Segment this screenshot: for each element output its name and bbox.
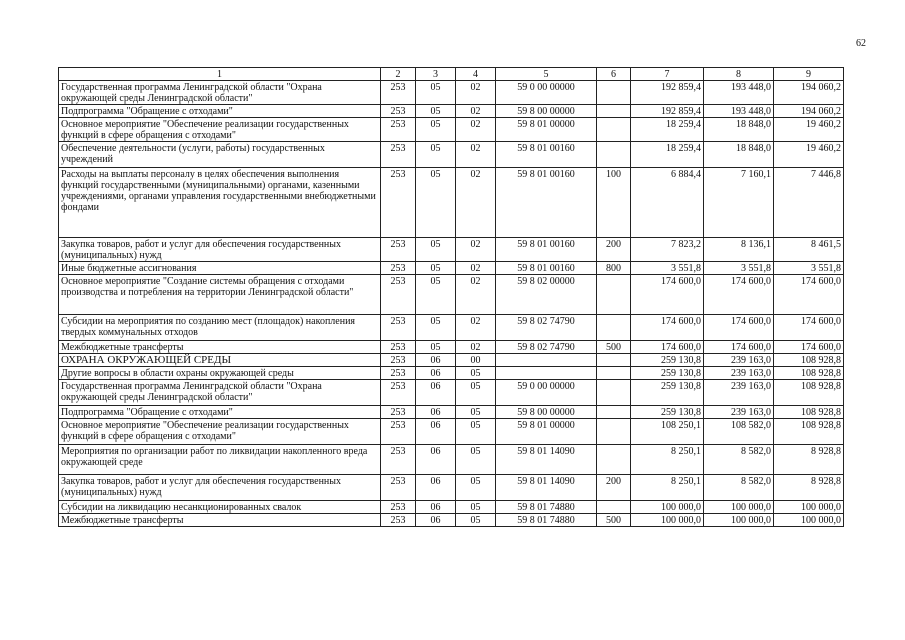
table-row — [59, 238, 844, 262]
table-row — [59, 315, 844, 341]
row-target-article: 59 8 01 00160 — [496, 238, 597, 262]
budget-table — [58, 67, 844, 527]
row-name: Межбюджетные трансферты — [59, 341, 381, 354]
row-section-code: 05 — [416, 81, 456, 105]
row-ministry-code: 253 — [381, 406, 416, 419]
row-ministry-code: 253 — [381, 419, 416, 445]
table-header-row — [59, 68, 844, 81]
row-section-code: 06 — [416, 380, 456, 406]
row-amount-year-3: 194 060,2 — [774, 105, 844, 118]
row-name: Основное мероприятие "Обеспечение реализации государственных функций в сфере обращения с отходами" — [59, 118, 381, 142]
row-ministry-code: 253 — [381, 238, 416, 262]
row-amount-year-1: 7 823,2 — [631, 238, 704, 262]
row-name: Подпрограмма "Обращение с отходами" — [59, 105, 381, 118]
row-amount-year-3: 3 551,8 — [774, 262, 844, 275]
header-col-4: 4 — [456, 68, 496, 81]
row-ministry-code: 253 — [381, 315, 416, 341]
row-subsection-code: 02 — [456, 168, 496, 238]
row-amount-year-2: 174 600,0 — [704, 341, 774, 354]
row-amount-year-2: 3 551,8 — [704, 262, 774, 275]
row-amount-year-1: 8 250,1 — [631, 445, 704, 475]
row-name: Субсидии на ликвидацию несанкционированных свалок — [59, 501, 381, 514]
row-subsection-code: 05 — [456, 367, 496, 380]
row-target-article: 59 8 01 00160 — [496, 168, 597, 238]
row-amount-year-3: 194 060,2 — [774, 81, 844, 105]
row-amount-year-1: 192 859,4 — [631, 81, 704, 105]
row-section-code: 06 — [416, 367, 456, 380]
row-amount-year-3: 19 460,2 — [774, 142, 844, 168]
row-section-code: 06 — [416, 406, 456, 419]
row-subsection-code: 02 — [456, 262, 496, 275]
row-ministry-code: 253 — [381, 105, 416, 118]
row-amount-year-2: 239 163,0 — [704, 380, 774, 406]
row-expense-type — [597, 142, 631, 168]
row-ministry-code: 253 — [381, 475, 416, 501]
row-target-article: 59 0 00 00000 — [496, 81, 597, 105]
row-subsection-code: 02 — [456, 142, 496, 168]
row-target-article: 59 8 01 14090 — [496, 475, 597, 501]
row-target-article: 59 8 02 00000 — [496, 275, 597, 315]
row-subsection-code: 02 — [456, 105, 496, 118]
row-expense-type: 100 — [597, 168, 631, 238]
row-expense-type: 200 — [597, 238, 631, 262]
row-amount-year-3: 100 000,0 — [774, 514, 844, 527]
table-row — [59, 501, 844, 514]
table-row — [59, 275, 844, 315]
row-subsection-code: 05 — [456, 406, 496, 419]
row-name: Подпрограмма "Обращение с отходами" — [59, 406, 381, 419]
row-ministry-code: 253 — [381, 354, 416, 367]
row-amount-year-3: 108 928,8 — [774, 367, 844, 380]
row-amount-year-2: 174 600,0 — [704, 315, 774, 341]
table-row — [59, 168, 844, 238]
row-subsection-code: 00 — [456, 354, 496, 367]
row-ministry-code: 253 — [381, 380, 416, 406]
row-amount-year-3: 8 928,8 — [774, 445, 844, 475]
table-row — [59, 406, 844, 419]
row-ministry-code: 253 — [381, 367, 416, 380]
row-section-code: 05 — [416, 118, 456, 142]
row-section-code: 05 — [416, 262, 456, 275]
row-name: Закупка товаров, работ и услуг для обеспечения государственных (муниципальных) нужд — [59, 475, 381, 501]
row-subsection-code: 05 — [456, 419, 496, 445]
row-name: Основное мероприятие "Обеспечение реализации государственных функций в сфере обращения с отходами" — [59, 419, 381, 445]
row-name: Закупка товаров, работ и услуг для обеспечения государственных (муниципальных) нужд — [59, 238, 381, 262]
row-target-article: 59 8 01 00000 — [496, 419, 597, 445]
row-target-article: 59 8 01 00000 — [496, 118, 597, 142]
row-target-article: 59 8 01 00160 — [496, 262, 597, 275]
row-amount-year-3: 8 461,5 — [774, 238, 844, 262]
row-subsection-code: 05 — [456, 445, 496, 475]
row-amount-year-2: 18 848,0 — [704, 142, 774, 168]
row-subsection-code: 05 — [456, 475, 496, 501]
header-col-6: 6 — [597, 68, 631, 81]
row-ministry-code: 253 — [381, 118, 416, 142]
row-section-code: 05 — [416, 341, 456, 354]
row-subsection-code: 02 — [456, 118, 496, 142]
row-section-code: 05 — [416, 168, 456, 238]
table-row — [59, 262, 844, 275]
row-amount-year-3: 108 928,8 — [774, 406, 844, 419]
row-amount-year-1: 100 000,0 — [631, 501, 704, 514]
row-expense-type — [597, 406, 631, 419]
row-section-code: 06 — [416, 475, 456, 501]
row-target-article: 59 0 00 00000 — [496, 380, 597, 406]
row-expense-type — [597, 419, 631, 445]
header-col-5: 5 — [496, 68, 597, 81]
row-amount-year-3: 174 600,0 — [774, 275, 844, 315]
row-expense-type — [597, 445, 631, 475]
row-subsection-code: 02 — [456, 81, 496, 105]
header-col-8: 8 — [704, 68, 774, 81]
table-row — [59, 475, 844, 501]
row-expense-type — [597, 380, 631, 406]
row-amount-year-2: 7 160,1 — [704, 168, 774, 238]
table-row — [59, 142, 844, 168]
row-expense-type: 200 — [597, 475, 631, 501]
row-name: Государственная программа Ленинградской области "Охрана окружающей среды Ленинградской области" — [59, 380, 381, 406]
row-section-code: 05 — [416, 142, 456, 168]
row-amount-year-2: 193 448,0 — [704, 81, 774, 105]
row-subsection-code: 02 — [456, 315, 496, 341]
row-amount-year-3: 100 000,0 — [774, 501, 844, 514]
row-target-article: 59 8 02 74790 — [496, 315, 597, 341]
row-amount-year-1: 259 130,8 — [631, 367, 704, 380]
row-amount-year-2: 100 000,0 — [704, 514, 774, 527]
row-amount-year-1: 6 884,4 — [631, 168, 704, 238]
row-subsection-code: 02 — [456, 341, 496, 354]
row-amount-year-1: 8 250,1 — [631, 475, 704, 501]
row-ministry-code: 253 — [381, 81, 416, 105]
row-name: Субсидии на мероприятия по созданию мест (площадок) накопления твердых коммунальных отходов — [59, 315, 381, 341]
row-ministry-code: 253 — [381, 445, 416, 475]
row-expense-type: 500 — [597, 341, 631, 354]
row-ministry-code: 253 — [381, 501, 416, 514]
row-section-code: 05 — [416, 105, 456, 118]
row-amount-year-1: 100 000,0 — [631, 514, 704, 527]
table-row — [59, 118, 844, 142]
row-target-article: 59 8 01 74880 — [496, 514, 597, 527]
row-subsection-code: 02 — [456, 275, 496, 315]
row-expense-type: 500 — [597, 514, 631, 527]
row-amount-year-2: 8 582,0 — [704, 445, 774, 475]
row-amount-year-3: 108 928,8 — [774, 419, 844, 445]
row-amount-year-1: 18 259,4 — [631, 142, 704, 168]
row-section-code: 06 — [416, 501, 456, 514]
header-col-2: 2 — [381, 68, 416, 81]
table-row — [59, 514, 844, 527]
row-amount-year-2: 239 163,0 — [704, 406, 774, 419]
row-amount-year-1: 18 259,4 — [631, 118, 704, 142]
row-amount-year-1: 259 130,8 — [631, 406, 704, 419]
row-amount-year-2: 239 163,0 — [704, 367, 774, 380]
row-expense-type: 800 — [597, 262, 631, 275]
row-amount-year-1: 259 130,8 — [631, 380, 704, 406]
row-section-code: 05 — [416, 238, 456, 262]
table-row — [59, 105, 844, 118]
table-row — [59, 367, 844, 380]
row-amount-year-2: 108 582,0 — [704, 419, 774, 445]
row-subsection-code: 05 — [456, 380, 496, 406]
row-amount-year-2: 239 163,0 — [704, 354, 774, 367]
row-amount-year-2: 8 136,1 — [704, 238, 774, 262]
row-name: Межбюджетные трансферты — [59, 514, 381, 527]
row-amount-year-1: 174 600,0 — [631, 315, 704, 341]
row-amount-year-2: 100 000,0 — [704, 501, 774, 514]
row-section-code: 05 — [416, 315, 456, 341]
row-section-code: 06 — [416, 514, 456, 527]
row-target-article: 59 8 01 14090 — [496, 445, 597, 475]
row-target-article — [496, 367, 597, 380]
row-subsection-code: 05 — [456, 514, 496, 527]
row-name: Расходы на выплаты персоналу в целях обеспечения выполнения функций государственными (муниципальными) органами, казенными учреждениями, органами управления государственными внебюджетными фондами — [59, 168, 381, 238]
row-expense-type — [597, 275, 631, 315]
row-ministry-code: 253 — [381, 275, 416, 315]
row-ministry-code: 253 — [381, 168, 416, 238]
row-amount-year-3: 19 460,2 — [774, 118, 844, 142]
row-name: Обеспечение деятельности (услуги, работы) государственных учреждений — [59, 142, 381, 168]
row-name: Основное мероприятие "Создание системы обращения с отходами производства и потребления на территории Ленинградской области" — [59, 275, 381, 315]
row-amount-year-1: 174 600,0 — [631, 341, 704, 354]
row-amount-year-2: 18 848,0 — [704, 118, 774, 142]
header-col-9: 9 — [774, 68, 844, 81]
row-expense-type — [597, 81, 631, 105]
table-row — [59, 445, 844, 475]
row-ministry-code: 253 — [381, 262, 416, 275]
header-col-7: 7 — [631, 68, 704, 81]
row-section-code: 06 — [416, 419, 456, 445]
row-target-article: 59 8 00 00000 — [496, 406, 597, 419]
row-target-article: 59 8 00 00000 — [496, 105, 597, 118]
row-expense-type — [597, 367, 631, 380]
row-subsection-code: 02 — [456, 238, 496, 262]
row-amount-year-3: 108 928,8 — [774, 380, 844, 406]
table-row — [59, 81, 844, 105]
row-subsection-code: 05 — [456, 501, 496, 514]
row-amount-year-3: 7 446,8 — [774, 168, 844, 238]
row-amount-year-3: 8 928,8 — [774, 475, 844, 501]
row-expense-type — [597, 354, 631, 367]
row-expense-type — [597, 118, 631, 142]
row-amount-year-3: 174 600,0 — [774, 315, 844, 341]
row-amount-year-2: 8 582,0 — [704, 475, 774, 501]
row-amount-year-1: 108 250,1 — [631, 419, 704, 445]
row-amount-year-3: 174 600,0 — [774, 341, 844, 354]
table-row — [59, 354, 844, 367]
row-amount-year-3: 108 928,8 — [774, 354, 844, 367]
row-name: Другие вопросы в области охраны окружающей среды — [59, 367, 381, 380]
page-number: 62 — [856, 38, 866, 49]
row-target-article — [496, 354, 597, 367]
row-section-code: 06 — [416, 445, 456, 475]
header-col-1: 1 — [59, 68, 381, 81]
row-amount-year-2: 174 600,0 — [704, 275, 774, 315]
row-ministry-code: 253 — [381, 514, 416, 527]
row-amount-year-1: 3 551,8 — [631, 262, 704, 275]
header-col-3: 3 — [416, 68, 456, 81]
row-ministry-code: 253 — [381, 341, 416, 354]
table-row — [59, 419, 844, 445]
table-row — [59, 341, 844, 354]
row-name: Мероприятия по организации работ по ликвидации накопленного вреда окружающей среде — [59, 445, 381, 475]
row-section-code: 05 — [416, 275, 456, 315]
row-amount-year-1: 192 859,4 — [631, 105, 704, 118]
row-ministry-code: 253 — [381, 142, 416, 168]
row-expense-type — [597, 315, 631, 341]
row-section-code: 06 — [416, 354, 456, 367]
row-name: Иные бюджетные ассигнования — [59, 262, 381, 275]
row-target-article: 59 8 01 00160 — [496, 142, 597, 168]
row-amount-year-1: 259 130,8 — [631, 354, 704, 367]
row-expense-type — [597, 501, 631, 514]
table-row — [59, 380, 844, 406]
row-target-article: 59 8 01 74880 — [496, 501, 597, 514]
row-name: Государственная программа Ленинградской области "Охрана окружающей среды Ленинградской области" — [59, 81, 381, 105]
row-expense-type — [597, 105, 631, 118]
row-target-article: 59 8 02 74790 — [496, 341, 597, 354]
row-name: ОХРАНА ОКРУЖАЮЩЕЙ СРЕДЫ — [59, 354, 381, 367]
row-amount-year-2: 193 448,0 — [704, 105, 774, 118]
row-amount-year-1: 174 600,0 — [631, 275, 704, 315]
